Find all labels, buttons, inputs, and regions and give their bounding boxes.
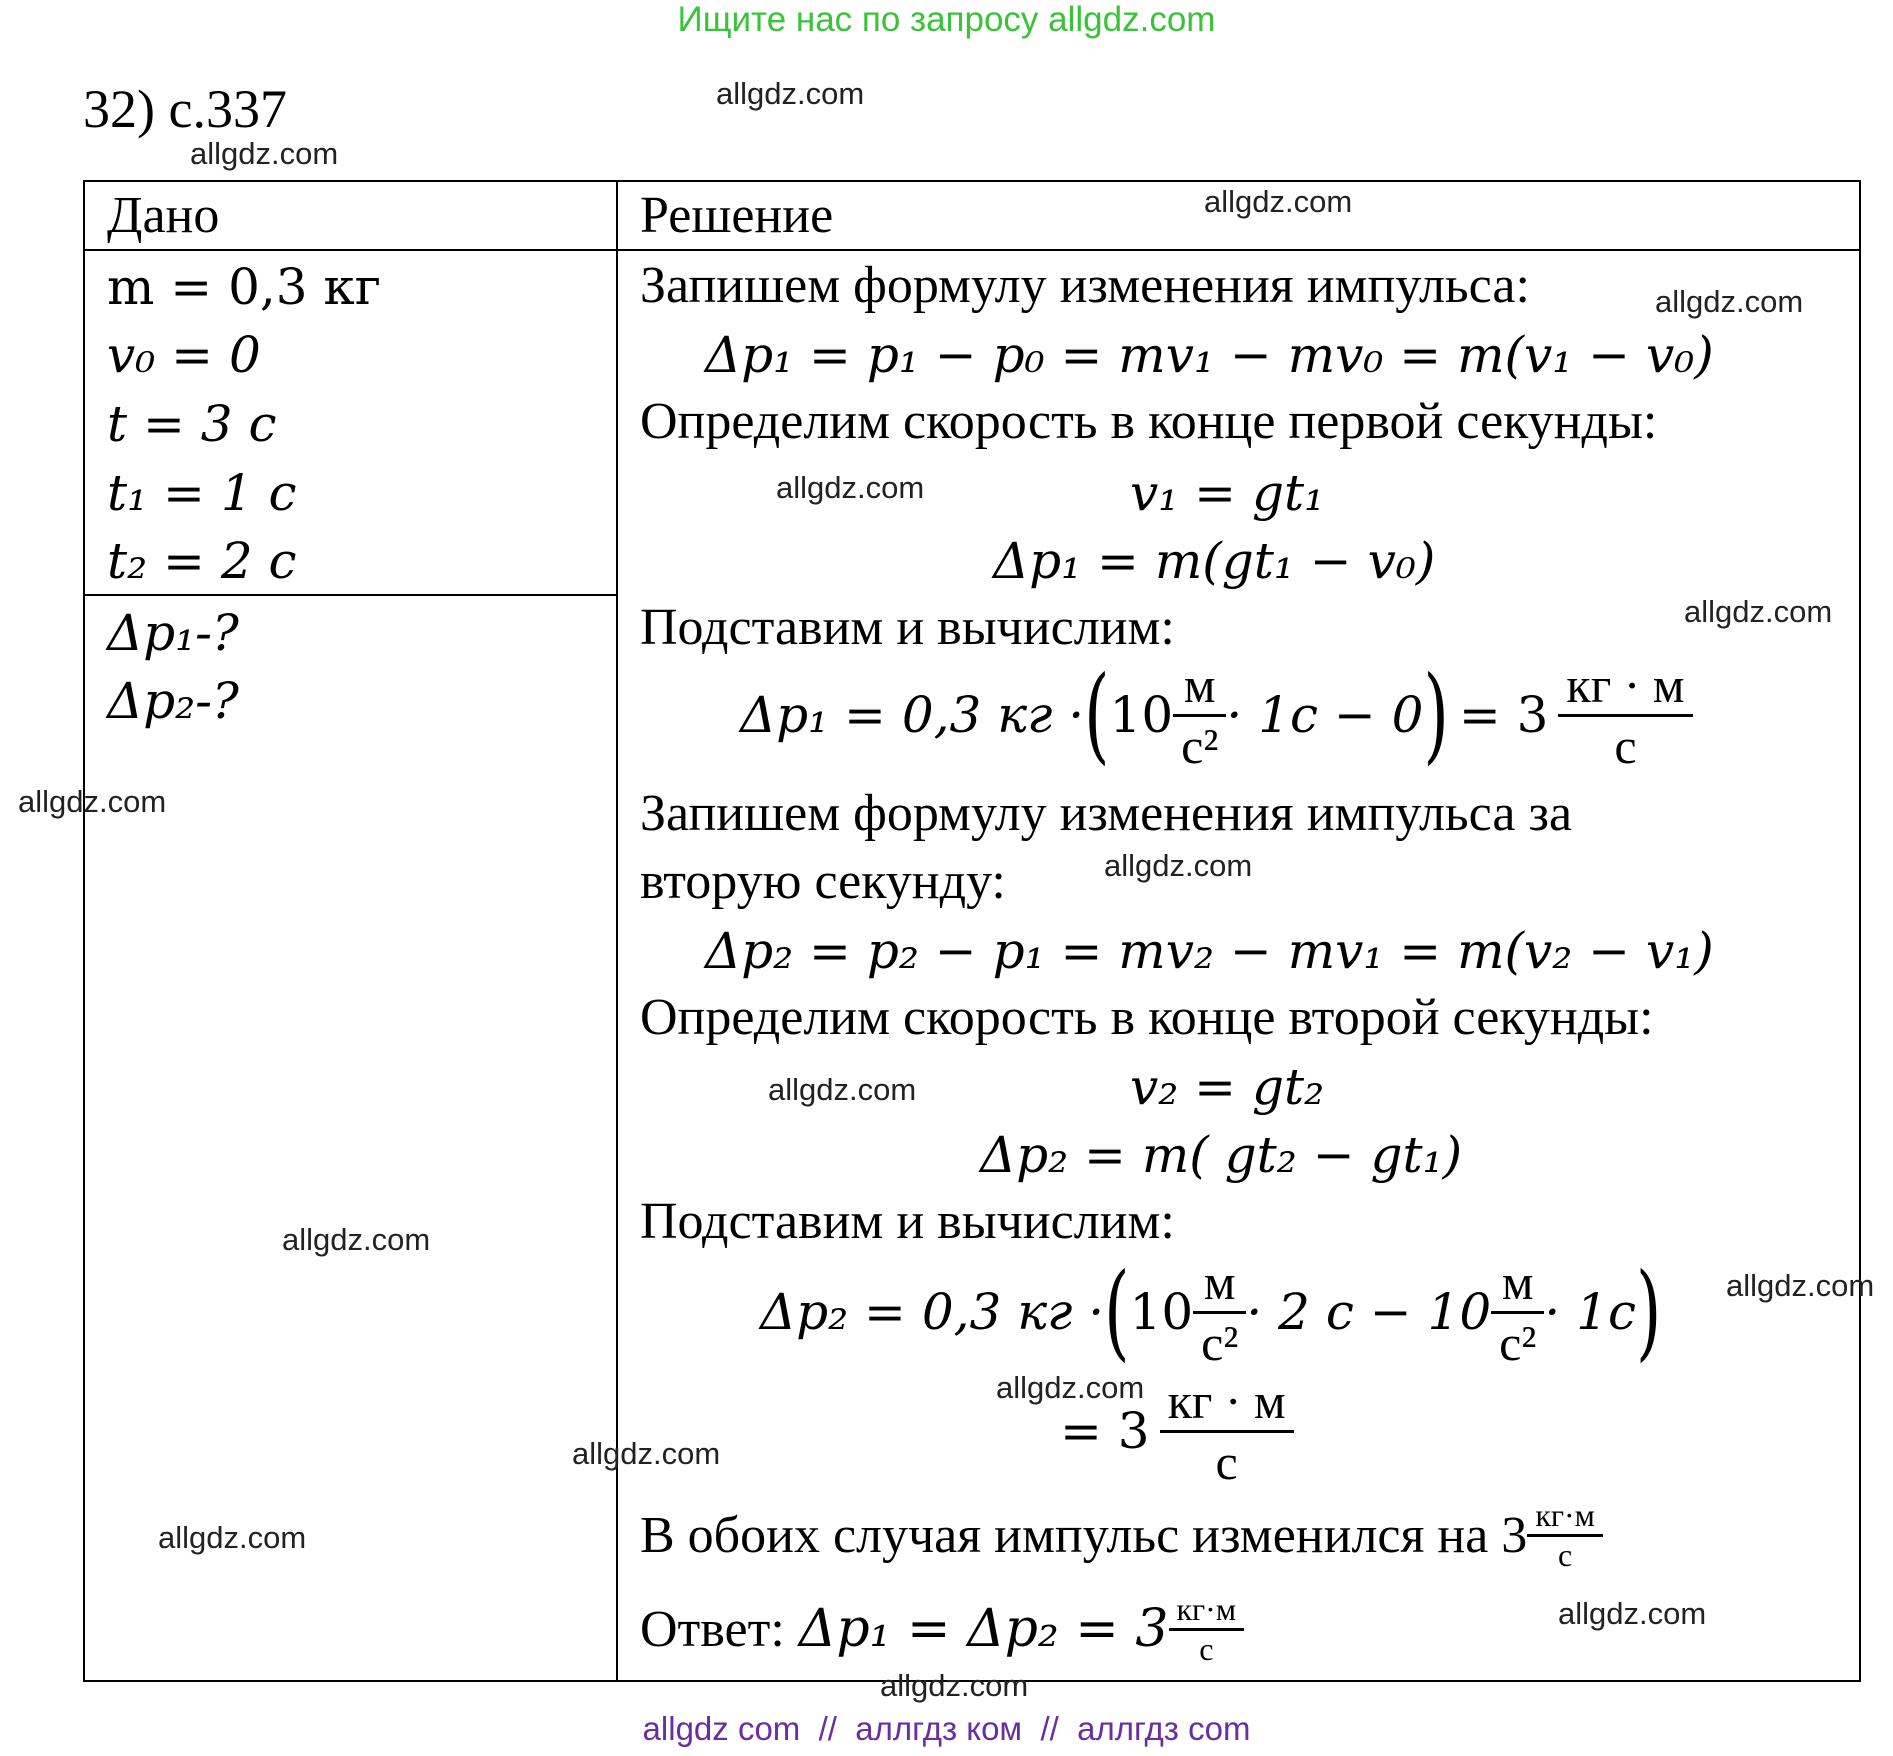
conclusion-text: В обоих случая импульс изменился на 3 — [640, 1506, 1528, 1564]
eq4-inner-a: 10 — [1109, 686, 1174, 744]
conclusion-num: кг·м — [1527, 1497, 1603, 1537]
eq8-close-paren: ) — [1635, 1252, 1662, 1372]
answer-fraction — [1169, 1591, 1245, 1668]
eq4-close-paren: ) — [1423, 655, 1449, 775]
solution-line-3: Подставим и вычислим: — [640, 599, 1175, 656]
eq8-f1-num: м — [1193, 1253, 1246, 1314]
equation-7: Δp₂ = m( gt₂ − gt₁) — [980, 1126, 1463, 1184]
given-time: t = 3 с — [107, 395, 277, 453]
given-initial-velocity: v₀ = 0 — [107, 326, 261, 384]
solution-line-6: Подставим и вычислим: — [640, 1193, 1175, 1250]
equation-6: v₂ = gt₂ — [1130, 1058, 1325, 1116]
eq4-res-num: кг · м — [1558, 656, 1692, 717]
equation-8 — [760, 1252, 1661, 1372]
equation-1: Δp₁ = p₁ − p₀ = mv₁ − mv₀ = m(v₁ − v₀) — [705, 326, 1714, 384]
given-find-divider — [83, 594, 618, 596]
answer-equation: Δp₁ = Δp₂ = 3 — [798, 1599, 1169, 1659]
eq8-left: Δp₂ = 0,3 кг · — [760, 1283, 1105, 1341]
eq8-f2-num: м — [1491, 1253, 1544, 1314]
eq8-f1-den: с² — [1201, 1314, 1239, 1371]
answer-num: кг·м — [1169, 1591, 1245, 1631]
conclusion — [640, 1490, 1603, 1580]
eq4-frac-den: с² — [1181, 717, 1219, 774]
conclusion-fraction — [1527, 1497, 1603, 1574]
watermark: allgdz.com — [1104, 848, 1253, 883]
watermark: allgdz.com — [572, 1436, 721, 1471]
given-time-1: t₁ = 1 с — [107, 464, 297, 522]
eq8-b: · 2 с − 10 — [1246, 1283, 1492, 1341]
eq8-a: 10 — [1129, 1283, 1194, 1341]
watermark: allgdz.com — [1204, 184, 1353, 219]
top-banner — [0, 0, 1893, 40]
watermark: allgdz.com — [18, 784, 167, 819]
watermark: allgdz.com — [768, 1072, 917, 1107]
watermark: allgdz.com — [880, 1668, 1029, 1703]
given-mass: m = 0,3 кг — [107, 258, 381, 316]
eq4-open-paren: ( — [1084, 655, 1110, 775]
watermark: allgdz.com — [282, 1222, 431, 1257]
eq8-result-fraction — [1160, 1372, 1294, 1491]
answer-den: с — [1199, 1630, 1214, 1667]
eq8-res-left: = 3 — [1060, 1402, 1150, 1460]
eq8-f2-den: с² — [1499, 1314, 1537, 1371]
find-dp1: Δp₁-? — [107, 604, 239, 662]
equation-3: Δp₁ = m(gt₁ − v₀) — [993, 532, 1436, 590]
footer — [0, 1710, 1893, 1748]
watermark: allgdz.com — [190, 136, 339, 171]
eq4-frac-num: м — [1173, 656, 1226, 717]
banner-text: Ищите нас по запросу allgdz.com — [677, 0, 1216, 39]
solution-line-5: Определим скорость в конце второй секунды: — [640, 989, 1654, 1046]
solution-line-4a: Запишем формулу изменения импульса за — [640, 785, 1573, 842]
watermark: allgdz.com — [996, 1370, 1145, 1405]
watermark: allgdz.com — [776, 470, 925, 505]
eq4-left: Δp₁ = 0,3 кг · — [740, 686, 1085, 744]
watermark: allgdz.com — [716, 76, 865, 111]
given-header: Дано — [107, 187, 220, 244]
solution-header: Решение — [640, 187, 834, 244]
eq8-res-den: с — [1215, 1433, 1238, 1490]
eq8-fraction-1 — [1193, 1253, 1246, 1372]
table-header-divider — [83, 249, 1861, 251]
given-time-2: t₂ = 2 с — [107, 532, 297, 590]
conclusion-den: с — [1558, 1536, 1573, 1573]
eq8-c: · 1с — [1544, 1283, 1636, 1341]
eq4-res-den: с — [1614, 717, 1637, 774]
solution-line-2: Определим скорость в конце первой секунды: — [640, 393, 1658, 450]
equation-2: v₁ = gt₁ — [1130, 464, 1325, 522]
answer-label: Ответ: — [640, 1600, 785, 1658]
eq8-res-num: кг · м — [1160, 1372, 1294, 1433]
eq8-open-paren: ( — [1104, 1252, 1130, 1372]
watermark: allgdz.com — [1655, 284, 1804, 319]
eq4-right: = 3 — [1458, 686, 1549, 744]
equation-5: Δp₂ = p₂ − p₁ = mv₂ − mv₁ = m(v₂ − v₁) — [705, 922, 1714, 980]
find-dp2: Δp₂-? — [107, 672, 239, 730]
watermark: allgdz.com — [1726, 1268, 1875, 1303]
watermark: allgdz.com — [1558, 1596, 1707, 1631]
eq4-unit-fraction — [1173, 656, 1226, 775]
solution-line-1: Запишем формулу изменения импульса: — [640, 257, 1530, 314]
watermark: allgdz.com — [1684, 594, 1833, 629]
eq4-result-fraction — [1558, 656, 1692, 775]
footer-text: allgdz com // аллгдз ком // аллгдз com — [642, 1710, 1251, 1747]
watermark: allgdz.com — [158, 1520, 307, 1555]
eq8-fraction-2 — [1491, 1253, 1544, 1372]
problem-number: 32) с.337 — [83, 79, 287, 139]
answer — [640, 1584, 1244, 1674]
solution-line-4b: вторую секунду: — [640, 853, 1006, 910]
equation-4 — [740, 655, 1693, 775]
eq4-inner-b: · 1с − 0 — [1226, 686, 1424, 744]
